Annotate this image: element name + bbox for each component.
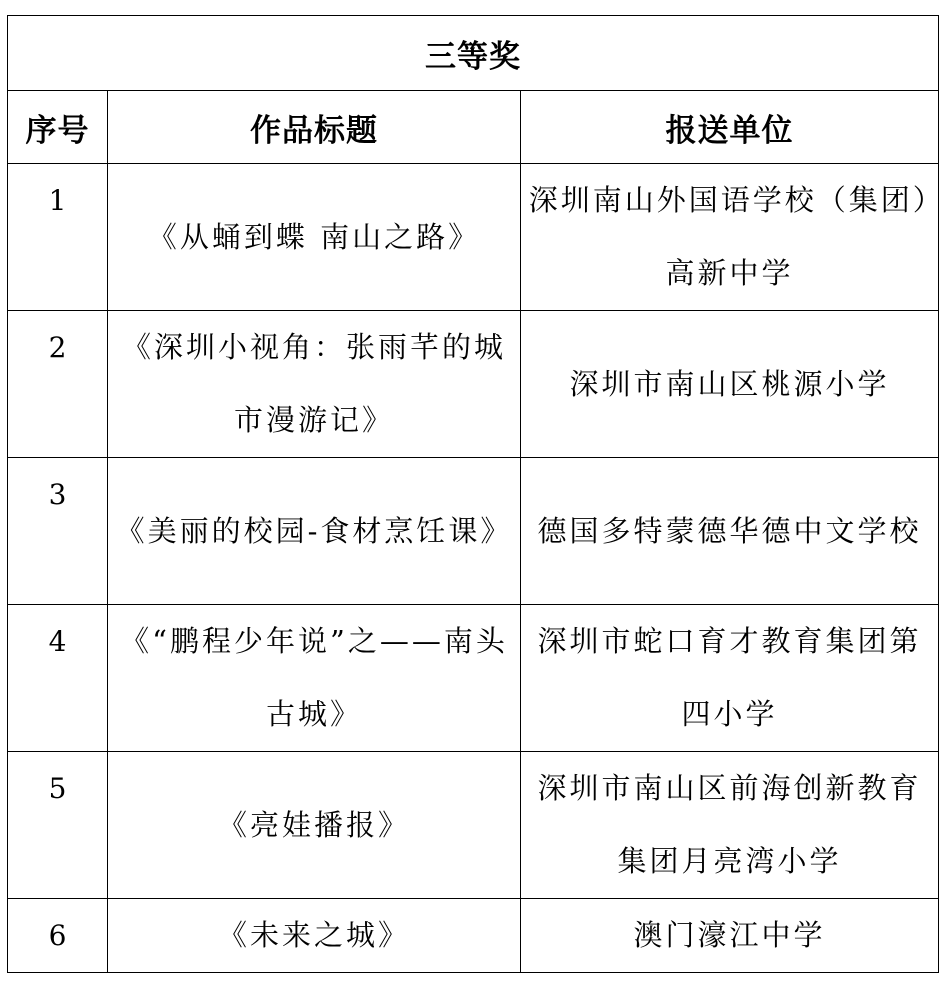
row-title: 《亮娃播报》 [108,752,521,899]
table-row [8,311,939,458]
row-unit: 德国多特蒙德华德中文学校 [521,458,939,605]
table-header-row [8,91,939,164]
award-table [7,15,939,973]
row-unit: 澳门濠江中学 [521,899,939,973]
row-unit: 深圳市南山区桃源小学 [521,311,939,458]
row-index: 6 [8,899,108,973]
row-index: 2 [8,311,108,458]
row-title: 《未来之城》 [108,899,521,973]
row-title: 《深圳小视角：张雨芊的城市漫游记》 [108,311,521,458]
header-unit: 报送单位 [521,91,939,164]
row-title: 《“鹏程少年说”之——南头古城》 [108,605,521,752]
table-row [8,458,939,605]
row-index: 1 [8,164,108,311]
header-index: 序号 [8,91,108,164]
header-title: 作品标题 [108,91,521,164]
table-title: 三等奖 [8,16,939,91]
table-title-row [8,16,939,91]
row-unit: 深圳南山外国语学校（集团）高新中学 [521,164,939,311]
table-row [8,752,939,899]
row-title: 《从蛹到蝶 南山之路》 [108,164,521,311]
row-index: 5 [8,752,108,899]
row-unit: 深圳市南山区前海创新教育集团月亮湾小学 [521,752,939,899]
row-title: 《美丽的校园-食材烹饪课》 [108,458,521,605]
row-index: 3 [8,458,108,605]
row-index: 4 [8,605,108,752]
table-row [8,164,939,311]
table-row [8,899,939,973]
table-row [8,605,939,752]
row-unit: 深圳市蛇口育才教育集团第四小学 [521,605,939,752]
